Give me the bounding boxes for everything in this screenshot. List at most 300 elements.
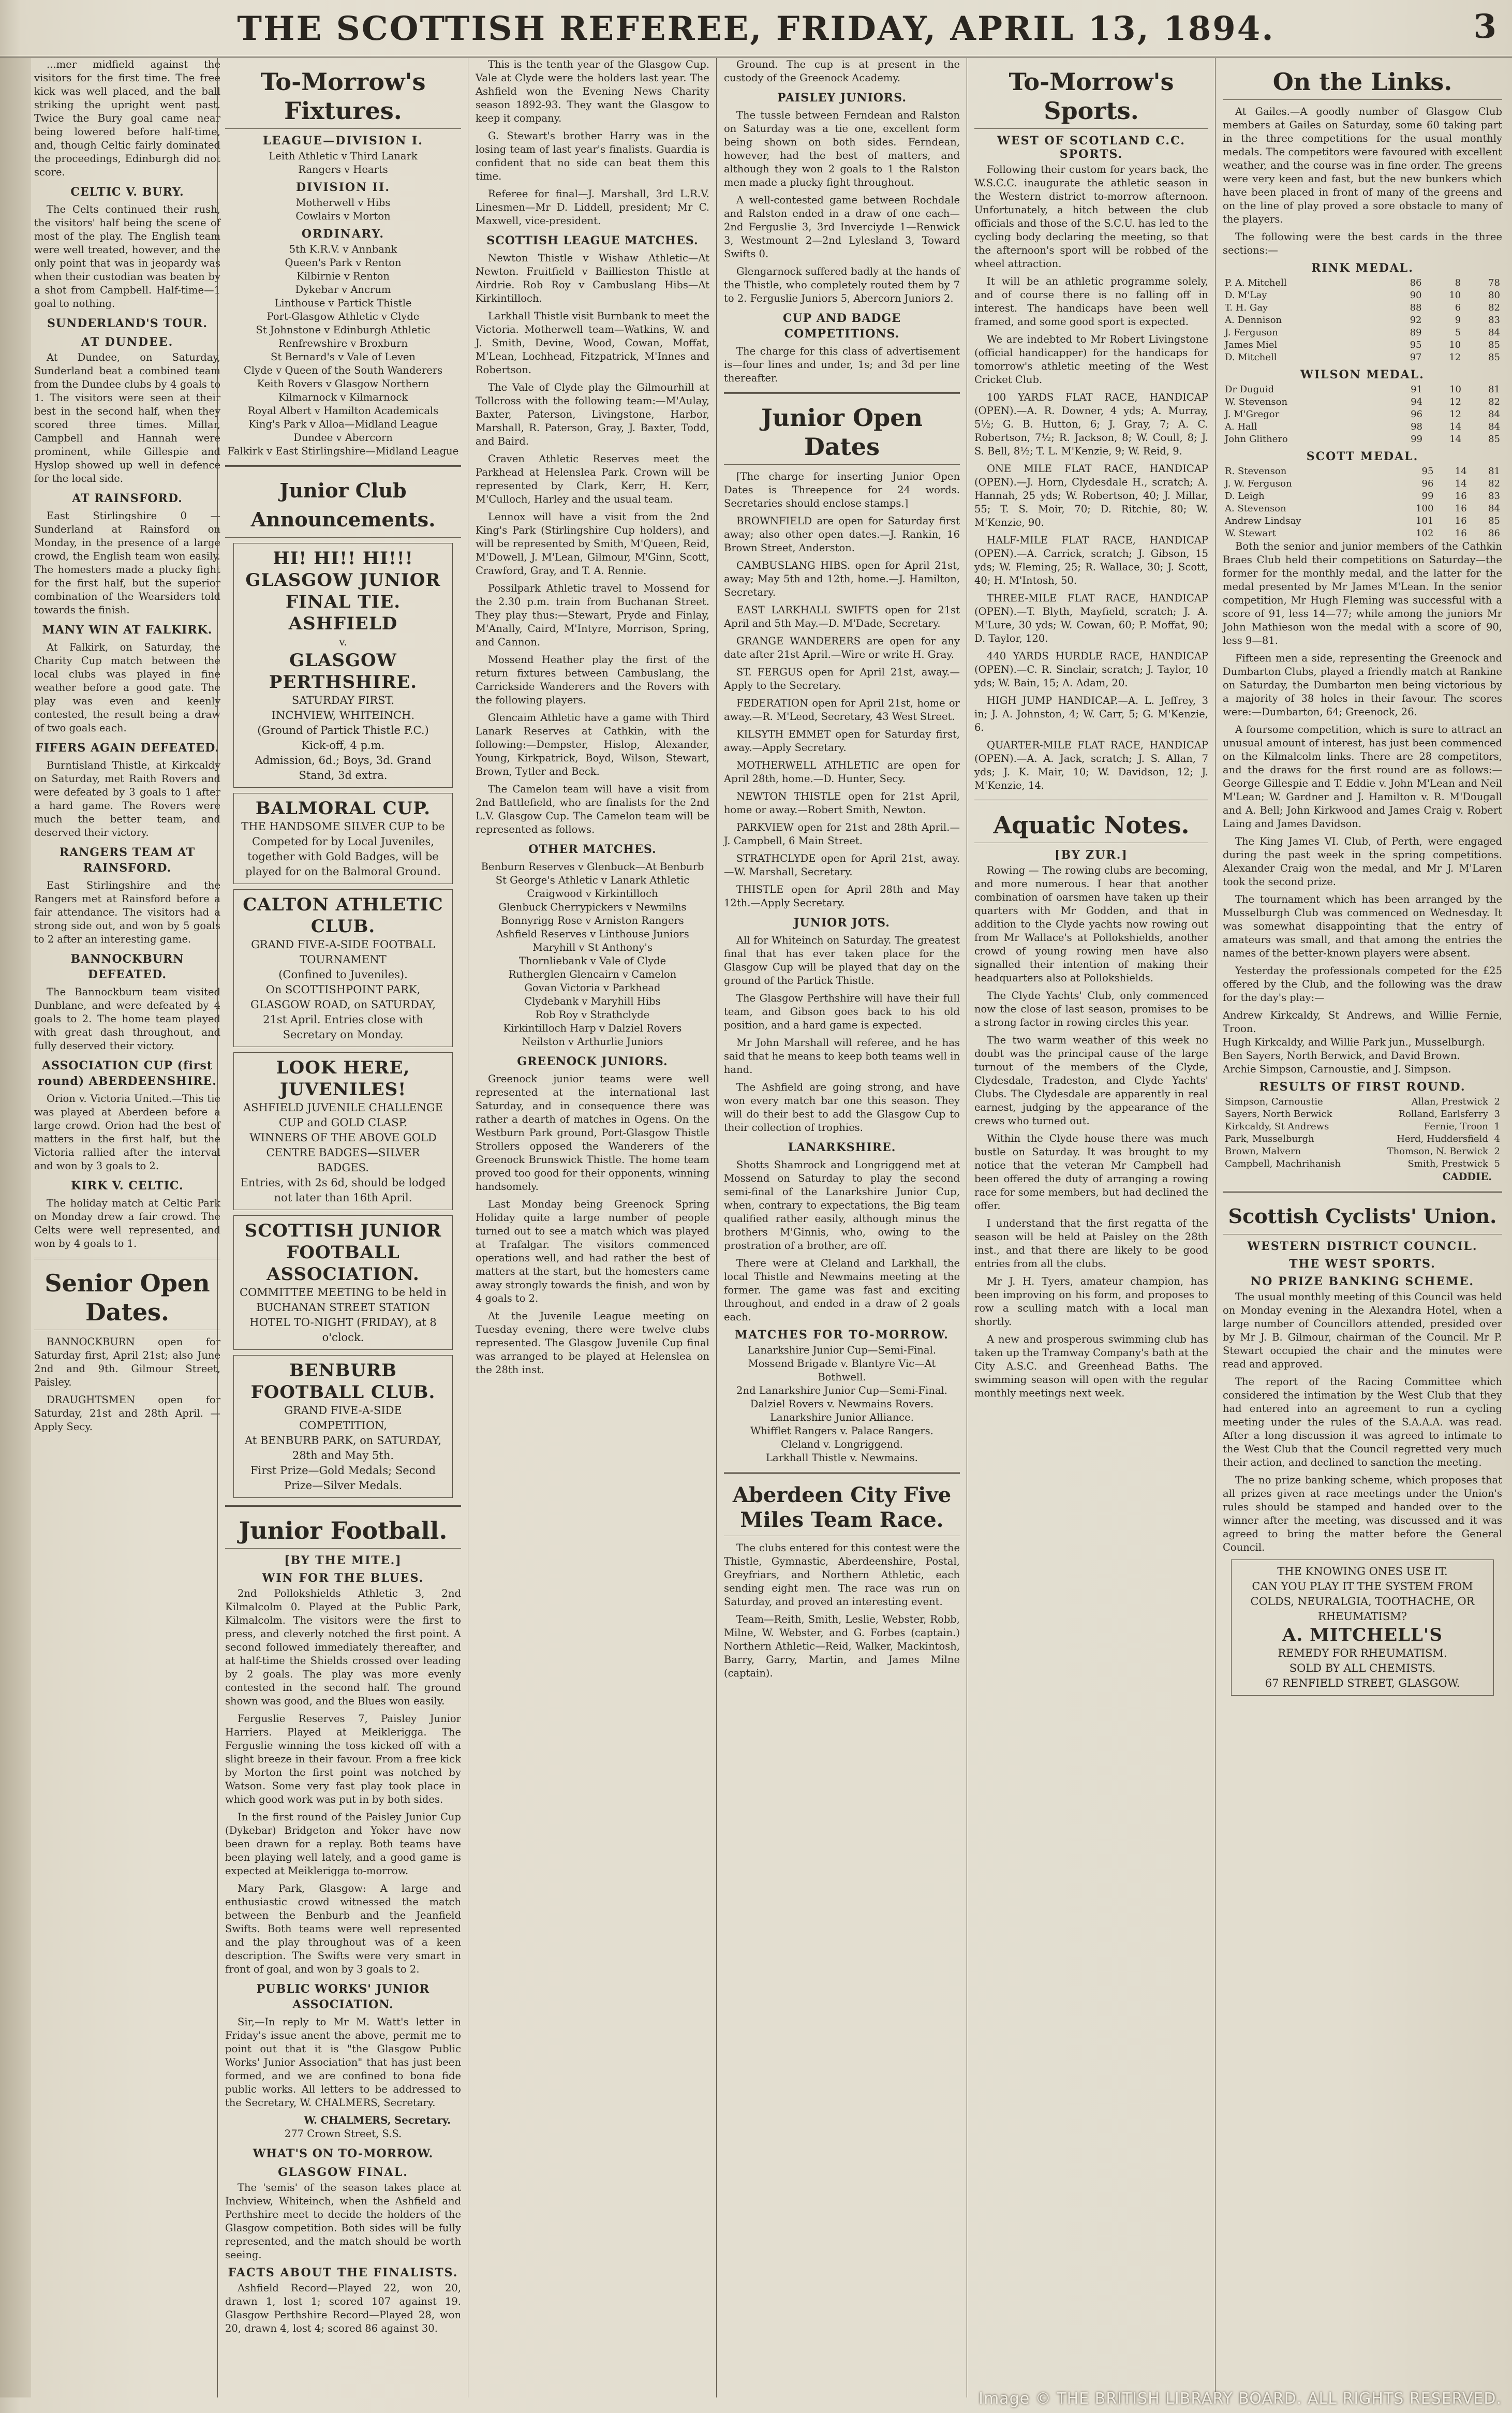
- section-heading: LANARKSHIRE.: [788, 1141, 896, 1154]
- table-cell: 12: [1449, 352, 1461, 363]
- advert-headline: BALMORAL CUP.: [255, 798, 431, 819]
- table-row: [1223, 302, 1502, 314]
- article-text: Glencaim Athletic have a game with Third Lanark Reserves at Cathkin, with the following:—Dempster, Hislop, Alexander, Young, Kirkpatrick, Boyd, Wilson, Stewart, Brown, Tytler and Beck.: [476, 712, 709, 777]
- article-text: Ground. The cup is at present in the custody of the Greenock Academy.: [724, 58, 960, 84]
- table-cell: 2: [1494, 1146, 1500, 1157]
- results-table: [1223, 1096, 1502, 1170]
- table-row: [1223, 327, 1502, 339]
- table-row: [1223, 1133, 1502, 1145]
- article-text: The usual monthly meeting of this Council was held on Monday evening in the Alexandra Hotel, when a large number of Councillors attended, presided over by Mr J. B. Gilmour, chairman of the Council. Mr P. Stewart occupied the chair and the minutes were read and approved.: [1223, 1291, 1502, 1370]
- table-cell: 82: [1488, 396, 1500, 407]
- article-text: This is the tenth year of the Glasgow Cup. Vale at Clyde were the holders last year. The Ashfield won the Evening News Charity season 1892-93. They want the Glasgow to keep it company.: [476, 58, 709, 124]
- advert-line: On SCOTTISHPOINT PARK, GLASGOW ROAD, on SATURDAY, 21st April. Entries close with Secretary on Monday.: [250, 983, 436, 1041]
- table-cell: 85: [1488, 434, 1500, 445]
- article-text: It will be an athletic programme solely, and of course there is no falling off in interest. The handicaps have been well framed, and some good sport is expected.: [974, 275, 1208, 328]
- article-text: Last Monday being Greenock Spring Holiday quite a large number of people turned out to see a match which was played at Trafalgar. The visitors commenced operations well, and had rather the best of matters at the start, but the homesters came away strongly towards the finish, and won by 4 goals to 2.: [476, 1198, 709, 1304]
- table-cell: D. Mitchell: [1225, 352, 1277, 363]
- table-cell: Smith, Prestwick: [1407, 1158, 1488, 1169]
- table-cell: 95: [1421, 466, 1434, 477]
- table-cell: 85: [1488, 340, 1500, 350]
- table-cell: T. H. Gay: [1225, 302, 1268, 313]
- article-text: Ferguslie Reserves 7, Paisley Junior Harriers. Played at Meiklerigga. The Ferguslie winning the toss kicked off with a slight breeze in their favour. From a free kick by Morton the first point was notched by Watson. Some very fast play took place in which good work was put in by both sides.: [225, 1713, 461, 1805]
- letter-text: Sir,—In reply to Mr M. Watt's letter in Friday's issue anent the above, permit me to point out that it is "the Glasgow Public Works' Junior Association" that has just been formed, and we are confined to bona fide public works. All letters to be addressed to the Secretary, W. CHALMERS, Secretary.: [225, 2016, 461, 2109]
- advert-line: SOLD BY ALL CHEMISTS.: [1289, 1662, 1436, 1674]
- table-row: [1223, 433, 1502, 446]
- fixture-item: Kirkintilloch Harp v Dalziel Rovers: [503, 1022, 682, 1034]
- table-cell: 81: [1488, 466, 1500, 477]
- table-row: [1223, 515, 1502, 527]
- article-text: At Gailes.—A goodly number of Glasgow Club members at Gailes on Saturday, some 60 taking part in the three competitions for the usual monthly medals. The competitors were favoured with excellent weather, and the course was in fine order. The greens were very keen and fast, but the new bunkers which have been placed in front of many of the greens and on the line of play proved a sore obstacle to many of the players.: [1223, 106, 1502, 225]
- advert-line: REMEDY FOR RHEUMATISM.: [1278, 1647, 1447, 1659]
- open-date-entry: EAST LARKHALL SWIFTS open for 21st April and 5th May.—D. M'Dade, Secretary.: [724, 604, 960, 629]
- table-cell: J. W. Ferguson: [1225, 478, 1292, 489]
- section-title: On the Links.: [1223, 67, 1502, 100]
- table-cell: 92: [1410, 315, 1422, 326]
- table-cell: 2: [1494, 1096, 1500, 1107]
- advert-line: ASHFIELD: [288, 613, 398, 634]
- letter-address: 277 Crown Street, S.S.: [284, 2128, 402, 2140]
- subheading: WIN FOR THE BLUES.: [262, 1571, 424, 1585]
- open-date-entry: KILSYTH EMMET open for Saturday first, away.—Apply Secretary.: [724, 728, 960, 754]
- subheading: THE WEST SPORTS.: [1289, 1257, 1436, 1271]
- table-row: [1223, 384, 1502, 396]
- table-cell: 96: [1421, 478, 1434, 489]
- advert-line: GRAND FIVE-A-SIDE COMPETITION,: [284, 1404, 402, 1432]
- article-text: Fifteen men a side, representing the Greenock and Dumbarton Clubs, played a friendly match at Rankine on Saturday, the Dumbarton men being victorious by a majority of 38 holes in their favour. The scores were:—Dumbarton, 64; Greenock, 26.: [1223, 652, 1502, 718]
- fixture-item: Kilmarnock v Kilmarnock: [278, 391, 408, 403]
- subheading: AT DUNDEE.: [81, 335, 174, 349]
- fixture-list-lanarkshire: [724, 1344, 960, 1465]
- table-row: [1223, 1108, 1502, 1121]
- fixture-item: Larkhall Thistle v. Newmains.: [766, 1452, 918, 1464]
- table-cell: Campbell, Machrihanish: [1225, 1158, 1341, 1169]
- fixture-list-other: [476, 860, 709, 1049]
- section-title: Junior Open Dates: [724, 403, 960, 465]
- table-cell: 99: [1411, 434, 1422, 445]
- advert-benburb: [233, 1355, 453, 1498]
- fixture-item: Glenbuck Cherrypickers v Newmilns: [498, 901, 687, 913]
- column-4: [716, 58, 967, 2397]
- open-date-entry: ST. FERGUS open for April 21st, away.—Apply to the Secretary.: [724, 666, 960, 691]
- pairing-item: Ben Sayers, North Berwick, and David Brown.: [1223, 1050, 1460, 1062]
- article-text: Shotts Shamrock and Longriggend met at Mossend on Saturday to play the second semi-final of the Lanarkshire Junior Cup, when, contrary to expectations, the Big team qualified rather easily, although minus the brothers M'Ginnis, who, owing to the prostration of a brother, are off.: [724, 1159, 960, 1252]
- table-cell: 98: [1411, 421, 1422, 432]
- fixture-item: St Johnstone v Edinburgh Athletic: [256, 324, 431, 336]
- section-heading: CELTIC V. BURY.: [70, 185, 184, 199]
- article-text: A foursome competition, which is sure to attract an unusual amount of interest, has just been commenced on the Kilmalcolm links. There are 28 competitors, and the draws for the first round are as follows:—George Gillespie and T. Eddie v. John M'Lean and Neil M'Lean; W. Gardner and J. Hamilton v. R. M'Dougall and A. Bell; John Kirkwood and James Craig v. Robert Laing and James Davidson.: [1223, 724, 1502, 830]
- advert-line: Entries, with 2s 6d, should be lodged not later than 16th April.: [240, 1176, 446, 1204]
- event-handicap-entry: THREE-MILE FLAT RACE, HANDICAP (OPEN).—T. Blyth, Mayfield, scratch; J. A. M'Lure, 30 yds; W. Cowan, 60; P. Moffat, 90; D. Taylor, 120.: [974, 592, 1208, 644]
- article-text: The King James VI. Club, of Perth, were engaged during the past week in the spring competitions. Alexander Craig won the medal, and Mr J. M'Laren took the second prize.: [1223, 835, 1502, 888]
- subheading: DIVISION II.: [295, 181, 391, 194]
- fixture-item: Govan Victoria v Parkhead: [524, 982, 661, 994]
- open-date-entry: CAMBUSLANG HIBS. open for April 21st, away; May 5th and 12th, home.—J. Hamilton, Secretary.: [724, 560, 960, 598]
- table-cell: 16: [1455, 528, 1467, 539]
- table-cell: R. Stevenson: [1225, 466, 1287, 477]
- letter-signature: W. CHALMERS, Secretary.: [304, 2114, 451, 2126]
- event-handicap-entry: 100 YARDS FLAT RACE, HANDICAP (OPEN).—A. R. Downer, 4 yds; A. Murray, 5½; G. B. Hutton, 6; J. Gray, 7; A. C. Robertson, 7½; R. Jackson, 8; W. Coull, 8; J. S. Bell, 8½; T. L. M'Kenzie, 9; W. Reid, 9.: [974, 391, 1208, 457]
- table-row: [1223, 421, 1502, 433]
- section-heading: PUBLIC WORKS' JUNIOR ASSOCIATION.: [256, 1982, 430, 2011]
- pairing-item: Andrew Kirkcaldy, St Andrews, and Willie Fernie, Troon.: [1223, 1009, 1502, 1035]
- table-row: [1223, 277, 1502, 289]
- fixture-item: 5th K.R.V. v Annbank: [289, 243, 397, 255]
- table-cell: Allan, Prestwick: [1411, 1096, 1488, 1107]
- advert-line: SATURDAY FIRST.: [291, 694, 395, 707]
- section-heading: AT RAINSFORD.: [72, 492, 183, 505]
- subheading: MATCHES FOR TO-MORROW.: [735, 1328, 949, 1342]
- column-6: [1215, 58, 1509, 2397]
- table-cell: W. Stevenson: [1225, 396, 1288, 407]
- table-cell: 84: [1488, 421, 1500, 432]
- article-text: The Bannockburn team visited Dunblane, and were defeated by 4 goals to 2. The home team played with great dash throughout, and fully deserved their victory.: [34, 986, 220, 1052]
- event-handicap-entry: QUARTER-MILE FLAT RACE, HANDICAP (OPEN).—A. A. Jack, scratch; J. S. Allan, 7 yds; J. K. Mair, 10; W. Davidson, 12; J. M'Kenzie, 14.: [974, 739, 1208, 791]
- open-date-entry: BANNOCKBURN open for Saturday first, April 21st; also June 2nd and 9th. Gilmour Street, Paisley.: [34, 1336, 220, 1388]
- article-text: Newton Thistle v Wishaw Athletic—At Newton. Fruitfield v Baillieston Thistle at Airdrie. Rob Roy v Cambuslang Hibs—At Kirkintilloch.: [476, 252, 709, 304]
- table-cell: 84: [1488, 503, 1500, 514]
- table-cell: 16: [1455, 503, 1467, 514]
- fixture-item: Lanarkshire Junior Alliance.: [770, 1411, 914, 1423]
- section-heading: JUNIOR JOTS.: [794, 916, 890, 930]
- divider: [34, 1258, 220, 1259]
- section-title: Scottish Cyclists' Union.: [1223, 1202, 1502, 1234]
- section-heading: SCOTTISH LEAGUE MATCHES.: [486, 234, 699, 247]
- table-cell: P. A. Mitchell: [1225, 277, 1287, 288]
- table-cell: 82: [1488, 302, 1500, 313]
- open-date-entry: STRATHCLYDE open for April 21st, away.—W. Marshall, Secretary.: [724, 852, 960, 878]
- advert-line: GLASGOW PERTHSHIRE.: [269, 650, 418, 693]
- table-cell: 81: [1488, 384, 1500, 395]
- article-text: At Dundee, on Saturday, Sunderland beat a combined team from the Dundee clubs by 4 goals to 1. The visitors were seen at their best in the second half, when they scored three times. Millar, Campbell and Hannah were prominent, while Gillespie and Hyslop showed up well in defence for the local side.: [34, 351, 220, 484]
- article-text: The following were the best cards in the three sections:—: [1223, 231, 1502, 256]
- article-text: Larkhall Thistle visit Burnbank to meet the Victoria. Motherwell team—Watkins, W. and J. Smith, Devine, Wood, Cowan, Moffat, M'Lean, Lochhead, Fitzpatrick, M'Innes and Robertson.: [476, 310, 709, 376]
- fixture-item: Falkirk v East Stirlingshire—Midland League: [227, 445, 459, 457]
- table-cell: 5: [1494, 1158, 1500, 1169]
- fixture-item: Leith Athletic v Third Lanark: [269, 150, 418, 162]
- table-row: [1223, 490, 1502, 503]
- article-text: The Glasgow Perthshire will have their full team, and Gibson goes back to his old position, and a hard game is expected.: [724, 992, 960, 1031]
- table-cell: Herd, Huddersfield: [1397, 1134, 1488, 1144]
- article-text: The Ashfield are going strong, and have won every match bar one this season. They will do their best to add the Glasgow Cup to their collection of trophies.: [724, 1081, 960, 1134]
- fixture-item: Cowlairs v Morton: [295, 210, 391, 222]
- advert-headline: THE KNOWING ONES USE IT.: [1277, 1565, 1448, 1578]
- advert-line: THE HANDSOME SILVER CUP to be Competed for by Local Juveniles, together with Gold Badges, will be played for on the Balmoral Ground.: [241, 820, 445, 878]
- table-row: [1223, 289, 1502, 302]
- table-cell: 82: [1488, 478, 1500, 489]
- article-text: The Vale of Clyde play the Gilmourhill at Tollcross with the following team:—M'Aulay, Baxter, Paterson, Livingstone, Harbor, Marshall, R. Paterson, Gray, J. Baxter, Todd, and Baird.: [476, 381, 709, 447]
- fixture-item: Port-Glasgow Athletic v Clyde: [266, 311, 420, 322]
- advert-line: 67 RENFIELD STREET, GLASGOW.: [1265, 1677, 1460, 1689]
- article-text: I understand that the first regatta of the season will be held at Paisley on the 28th inst., and that there are likely to be good entries from all the clubs.: [974, 1217, 1208, 1270]
- article-text: East Stirlingshire and the Rangers met at Rainsford before a fair attendance. The visitors had a strong side out, and won by 5 goals to 2 after an interesting game.: [34, 879, 220, 945]
- table-cell: 86: [1488, 528, 1500, 539]
- section-heading: RANGERS TEAM AT RAINSFORD.: [59, 846, 196, 875]
- article-text: The two warm weather of this week no doubt was the principal cause of the large turnout of the members of the Clyde, Clydesdale, Tradeston, and Clyde Yachts' Clubs. The Clydesdale are apparently in real earnest, judging by the appearance of the crews who turned out.: [974, 1034, 1208, 1127]
- fixture-item: Dykebar v Ancrum: [295, 284, 391, 296]
- article-text: The report of the Racing Committee which considered the intimation by the West Club that they had entered into an agreement to run a cycling meeting under the rules of the S.A.A.A. was read. After a long discussion it was agreed to intimate to the West Club that the Council regretted very much their action, and declined to sanction the meeting.: [1223, 1376, 1502, 1468]
- article-text: The 'semis' of the season takes place at Inchview, Whiteinch, when the Ashfield and Perthshire meet to decide the holders of the Glasgow competition. Both sides will be fully represented, and the match should be worth seeing.: [225, 2182, 461, 2261]
- open-date-entry: FEDERATION open for April 21st, home or away.—R. M'Leod, Secretary, 43 West Street.: [724, 697, 960, 723]
- table-cell: J. M'Gregor: [1225, 409, 1280, 420]
- article-text: East Stirlingshire 0 — Sunderland at Rainsford on Monday, in the presence of a large crowd, the English team won easily. The homesters made a plucky fight for the first half, but the superior combination of the Wearsiders told towards the finish.: [34, 510, 220, 616]
- section-heading: CUP AND BADGE COMPETITIONS.: [782, 312, 901, 341]
- article-text: At the Juvenile League meeting on Tuesday evening, there were twelve clubs represented. The Glasgow Juvenile Cup final was arranged to be played at Helenslea on the 28th inst.: [476, 1310, 709, 1376]
- divider: [724, 392, 960, 394]
- table-cell: Andrew Lindsay: [1225, 516, 1301, 526]
- divider: [225, 1505, 461, 1507]
- advert-glasgow-junior-final: [233, 543, 453, 788]
- table-cell: 89: [1410, 327, 1422, 338]
- score-table-rink: [1223, 277, 1502, 364]
- article-text: Orion v. Victoria United.—This tie was played at Aberdeen before a large crowd. Orion had the best of matters in the first half, but the Victoria rallied after the interval and won by 3 goals to 2.: [34, 1093, 220, 1172]
- advert-line: A. MITCHELL'S: [1282, 1625, 1443, 1645]
- article-text: Mossend Heather play the first of the return fixtures between Cambuslang, the Carrickside Wanderers and the Rovers with the following players.: [476, 654, 709, 706]
- table-cell: 99: [1421, 491, 1434, 502]
- table-cell: 9: [1455, 315, 1461, 326]
- fixture-item: Motherwell v Hibs: [295, 197, 391, 209]
- article-text: The Camelon team will have a visit from 2nd Battlefield, who are finalists for the 2nd L.V. Glasgow Cup. The Camelon team will be represented as follows.: [476, 783, 709, 835]
- article-text: ...mer midfield against the visitors for the first time. The free kick was well placed, and the ball striking the upright went past. Twice the Bury goal came near being lowered before half-time, and, though Celtic fairly dominated the proceedings, Edinburgh did not score.: [34, 58, 220, 178]
- table-cell: 1: [1494, 1121, 1500, 1132]
- column-3: [468, 58, 717, 2397]
- table-row: [1223, 1145, 1502, 1158]
- table-row: [1223, 339, 1502, 351]
- page-number: 3: [1473, 7, 1496, 46]
- table-cell: 78: [1488, 277, 1500, 288]
- advert-sjfa: [233, 1215, 453, 1350]
- table-cell: 12: [1449, 396, 1461, 407]
- table-cell: 96: [1411, 409, 1422, 420]
- article-text: Mr John Marshall will referee, and he has said that he means to keep both teams well in hand.: [724, 1037, 960, 1076]
- section-heading: OTHER MATCHES.: [528, 843, 657, 856]
- fixture-item: Clyde v Queen of the South Wanderers: [243, 364, 443, 376]
- table-cell: 80: [1488, 290, 1500, 301]
- table-cell: 10: [1449, 290, 1461, 301]
- article-text: The tussle between Ferndean and Ralston on Saturday was a tie one, excellent form being shown on both sides. Ferndean, however, had the best of matters, and although they won 2 goals to 1 the Ralston men made a plucky fight throughout.: [724, 109, 960, 188]
- article-text: Glengarnock suffered badly at the hands of the Thistle, who completely routed them by 7 to 2. Ferguslie Juniors 5, Abercorn Juniors 2.: [724, 266, 960, 304]
- article-text: A new and prosperous swimming club has taken up the Tramway Company's bath at the City A.S.C. and Greenhead Baths. The swimming season will open with the regular monthly meetings next week.: [974, 1333, 1208, 1399]
- article-text: The Celts continued their rush, the visitors' half being the scene of most of the play. The English team were well treated, however, and the only point that was in jeopardy was when their custodian was beaten by a shot from Campbell. Half-time—1 goal to nothing.: [34, 203, 220, 310]
- table-cell: D. M'Lay: [1225, 290, 1267, 301]
- byline: [BY ZUR.]: [1055, 848, 1128, 862]
- section-heading: KIRK V. CELTIC.: [71, 1179, 184, 1193]
- table-cell: 88: [1410, 302, 1422, 313]
- article-text: Craven Athletic Reserves meet the Parkhead at Helenslea Park. Crown will be represented by Clark, Kerr, H. Kerr, M'Culloch, Harley and the usual team.: [476, 453, 709, 505]
- article-text: The Clyde Yachts' Club, only commenced now the close of last season, promises to be a strong factor in rowing circles this year.: [974, 990, 1208, 1028]
- article-text: The clubs entered for this contest were the Thistle, Gymnastic, Aberdeenshire, Postal, Greyfriars, and Northern Athletic, each sending eight men. The race was run on Saturday, and proved an interesting event.: [724, 1542, 960, 1608]
- event-handicap-entry: ONE MILE FLAT RACE, HANDICAP (OPEN).—J. Horn, Clydesdale H., scratch; A. Hannah, 25 yds; W. Robertson, 40; J. Millar, 55; T. S. Moir, 70; D. Ritchie, 80; W. M'Kenzie, 90.: [974, 463, 1208, 528]
- byline: [BY THE MITE.]: [284, 1554, 402, 1567]
- divider: [225, 465, 461, 467]
- table-cell: 14: [1455, 478, 1467, 489]
- table-cell: Park, Musselburgh: [1225, 1134, 1314, 1144]
- section-title: To-Morrow's Fixtures.: [225, 67, 461, 129]
- table-cell: Simpson, Carnoustie: [1225, 1096, 1323, 1107]
- article-text: Both the senior and junior members of the Cathkin Braes Club held their competitions on Saturday—the former for the monthly medal, and the latter for the medal presented by Mr James M'Lean. In the senior competition, Mr Hugh Fleming was successful with a score of 91, less 14—77; while among the juniors Mr John Mathieson won the medal with a score of 90, less 9—81.: [1223, 540, 1502, 646]
- fixture-item: Royal Albert v Hamilton Academicals: [247, 405, 439, 417]
- section-heading: BANNOCKBURN DEFEATED.: [70, 952, 184, 981]
- table-row: [1223, 465, 1502, 478]
- table-cell: 95: [1410, 340, 1422, 350]
- table-cell: Thomson, N. Berwick: [1387, 1146, 1488, 1157]
- score-table-wilson: [1223, 384, 1502, 446]
- subheading: SCOTT MEDAL.: [1306, 450, 1419, 463]
- advert-ashfield-juvenile: [233, 1052, 453, 1210]
- advert-headline: CALTON ATHLETIC CLUB.: [243, 894, 443, 937]
- table-row: [1223, 1096, 1502, 1108]
- score-table-scott: [1223, 465, 1502, 540]
- table-cell: 8: [1455, 277, 1461, 288]
- article-text: Yesterday the professionals competed for the £25 offered by the Club, and the following was the draw for the day's play:—: [1223, 965, 1502, 1004]
- section-heading: SUNDERLAND'S TOUR.: [47, 317, 207, 330]
- event-handicap-entry: HIGH JUMP HANDICAP.—A. L. Jeffrey, 3 in; J. A. Johnston, 4; W. Carr, 5; G. M'Kenzie, 6.: [974, 695, 1208, 733]
- article-text: G. Stewart's brother Harry was in the losing team of last year's finalists. Guardia is confident that no side can beat them this time.: [476, 130, 709, 182]
- table-cell: A. Hall: [1225, 421, 1257, 432]
- fixture-item: Benburn Reserves v Glenbuck—At Benburb: [481, 861, 704, 873]
- byline-signature: CADDIE.: [1442, 1171, 1492, 1183]
- advert-line: At BENBURB PARK, on SATURDAY, 28th and May 5th.: [244, 1434, 442, 1462]
- fixture-item: Maryhill v St Anthony's: [532, 941, 653, 953]
- section-title: Senior Open Dates.: [34, 1269, 220, 1330]
- section-heading: PAISLEY JUNIORS.: [777, 91, 907, 105]
- table-cell: 84: [1488, 409, 1500, 420]
- event-handicap-entry: HALF-MILE FLAT RACE, HANDICAP (OPEN).—A. Carrick, scratch; J. Gibson, 15 yds; W. Fleming, 25; R. Wallace, 30; J. Scott, 40; H. M'Intosh, 50.: [974, 534, 1208, 586]
- advert-headline: HI! HI!! HI!!!: [273, 548, 413, 569]
- advert-rheumatism-remedy: [1231, 1559, 1494, 1696]
- table-cell: Dr Duguid: [1225, 384, 1274, 395]
- subheading: LEAGUE—DIVISION I.: [263, 134, 423, 148]
- article-text: Greenock junior teams were well represented at the international last Saturday, and in consequence there was rather a dearth of matches in Ogens. On the Westburn Park ground, Port-Glasgow Thistle Strollers opposed the Wanderers of the Greenock Brunswick Thistle. The home team proved too good for their opponents, winning handsomely.: [476, 1073, 709, 1193]
- advert-line: (Ground of Partick Thistle F.C.): [257, 724, 429, 737]
- advert-line: Kick-off, 4 p.m.: [301, 739, 385, 752]
- table-row: [1223, 503, 1502, 515]
- fixture-item: Renfrewshire v Broxburn: [278, 337, 408, 349]
- table-cell: W. Stewart: [1225, 528, 1276, 539]
- section-heading: FIFERS AGAIN DEFEATED.: [35, 741, 220, 755]
- advert-line: CAN YOU PLAY IT THE SYSTEM FROM COLDS, NEURALGIA, TOOTHACHE, OR RHEUMATISM?: [1250, 1580, 1475, 1623]
- fixture-item: Clydebank v Maryhill Hibs: [524, 995, 661, 1007]
- event-handicaps-list: [974, 391, 1208, 792]
- subheading: WEST OF SCOTLAND C.C. SPORTS.: [997, 134, 1185, 161]
- divider: [1223, 1191, 1502, 1193]
- fixture-item: King's Park v Alloa—Midland League: [248, 418, 438, 430]
- table-cell: 84: [1488, 327, 1500, 338]
- masthead-title: THE SCOTTISH REFEREE, FRIDAY, APRIL 13, 1894.: [237, 9, 1275, 48]
- subheading: WESTERN DISTRICT COUNCIL.: [1247, 1240, 1478, 1253]
- fixture-list-div2: [225, 196, 461, 223]
- copyright-credit: Image © THE BRITISH LIBRARY BOARD. ALL RIGHTS RESERVED.: [979, 2390, 1502, 2408]
- column-1: [10, 58, 228, 2397]
- advert-headline: BENBURB FOOTBALL CLUB.: [250, 1360, 436, 1403]
- open-date-entry: THISTLE open for April 28th and May 12th.—Apply Secretary.: [724, 884, 960, 909]
- article-text: Within the Clyde house there was much bustle on Saturday. It was brought to my notice that the veteran Mr Campbell had been offered the duty of arranging a rowing race for some members, but had declined the offer.: [974, 1132, 1208, 1212]
- article-text: The holiday match at Celtic Park on Monday drew a fair crowd. The Celts were well represented, and won by 4 goals to 1.: [34, 1197, 220, 1249]
- table-cell: 83: [1488, 491, 1500, 502]
- table-cell: James Miel: [1225, 340, 1278, 350]
- advert-calton-athletic: [233, 889, 453, 1047]
- article-text: The tournament which has been arranged by the Musselburgh Club was commenced on Wednesday. It was somewhat disappointing that the entry of amateurs was small, and that among the entries the names of the better-known players were absent.: [1223, 893, 1502, 959]
- table-cell: Brown, Malvern: [1225, 1146, 1301, 1157]
- table-row: [1223, 478, 1502, 490]
- table-cell: D. Leigh: [1225, 491, 1265, 502]
- article-text: The charge for this class of advertisement is—four lines and under, 1s; and 3d per line thereafter.: [724, 345, 960, 384]
- section-title: Aberdeen City Five Miles Team Race.: [724, 1483, 960, 1536]
- table-cell: 14: [1449, 434, 1461, 445]
- article-text: There were at Cleland and Larkhall, the local Thistle and Newmains meeting at the former. The game was fast and exciting throughout, and ended in a draw of 2 goals each.: [724, 1257, 960, 1323]
- table-cell: 5: [1455, 327, 1461, 338]
- column-5: [967, 58, 1215, 2397]
- advert-headline: SCOTTISH JUNIOR FOOTBALL ASSOCIATION.: [244, 1220, 442, 1285]
- article-text: Mary Park, Glasgow: A large and enthusiastic crowd witnessed the match between the Benburb and the Jeanfield Swifts. Both teams were well represented and the play throughout was of a keen description. The Swifts were very smart in front of goal, and won by 3 goals to 2.: [225, 1882, 461, 1975]
- table-cell: 12: [1449, 409, 1461, 420]
- article-text: Ashfield Record—Played 22, won 20, drawn 1, lost 1; scored 107 against 19. Glasgow Perthshire Record—Played 28, won 20, drawn 4, lost 4; scored 86 against 30.: [225, 2282, 461, 2334]
- divider: [974, 800, 1208, 801]
- fixture-item: St George's Athletic v Lanark Athletic: [495, 874, 690, 886]
- section-heading: ASSOCIATION CUP (first round) ABERDEENSHIRE.: [38, 1059, 217, 1088]
- fixture-list-ordinary: [225, 243, 461, 458]
- subheading: GLASGOW FINAL.: [278, 2166, 408, 2179]
- advert-line: INCHVIEW, WHITEINCH.: [271, 709, 415, 722]
- fixture-item: Lanarkshire Junior Cup—Semi-Final.: [747, 1344, 937, 1356]
- subheading: NO PRIZE BANKING SCHEME.: [1250, 1275, 1474, 1288]
- fixture-item: Neilston v Arthurlie Juniors: [522, 1036, 663, 1048]
- table-cell: A. Dennison: [1225, 315, 1282, 326]
- table-cell: 100: [1416, 503, 1434, 514]
- fixture-item: Queen's Park v Renton: [285, 257, 402, 269]
- divider: [724, 1472, 960, 1474]
- article-text: Team—Reith, Smith, Leslie, Webster, Robb, Milne, W. Webster, and G. Forbes (captain.) Northern Athletic—Reid, Walker, Mackintosh, Barry, Garry, Martin, and James Milne (captain).: [724, 1613, 960, 1679]
- subheading: ORDINARY.: [301, 227, 385, 241]
- article-text: The no prize banking scheme, which proposes that all prizes given at race meetings under the Union's rules should be stamped and handed over to the winner after the meeting, was discussed and it was agreed to bring the matter before the General Council.: [1223, 1474, 1502, 1553]
- advert-line: First Prize—Gold Medals; Second Prize—Silver Medals.: [250, 1464, 436, 1492]
- section-title: Junior Club Announcements.: [225, 476, 461, 538]
- fixture-item: Rob Roy v Strathclyde: [535, 1009, 650, 1021]
- section-title: Junior Football.: [225, 1516, 461, 1549]
- article-text: Lennox will have a visit from the 2nd King's Park (Stirlingshire Cup holders), and will be represented by Smith, M'Queen, Reid, M'Dowell, J. M'Lean, Gilmour, M'Ginn, Scott, Crawford, Gray, and T. A. Rennie.: [476, 511, 709, 577]
- table-cell: 10: [1449, 340, 1461, 350]
- advert-line: Admission, 6d.; Boys, 3d. Grand Stand, 3d extra.: [255, 754, 432, 782]
- table-cell: 102: [1416, 528, 1434, 539]
- pairing-item: Hugh Kirkcaldy, and Willie Park jun., Musselburgh.: [1223, 1036, 1485, 1048]
- fixture-item: Thornliebank v Vale of Clyde: [518, 955, 666, 967]
- advert-line: v.: [338, 636, 348, 648]
- table-cell: 16: [1455, 491, 1467, 502]
- table-cell: 90: [1410, 290, 1422, 301]
- subheading: FACTS ABOUT THE FINALISTS.: [228, 2266, 458, 2279]
- article-text: Burntisland Thistle, at Kirkcaldy on Saturday, met Raith Rovers and were defeated by 3 goals to 1 after a hard game. The Rovers were much the better team, and deserved their victory.: [34, 759, 220, 838]
- table-cell: Kirkcaldy, St Andrews: [1225, 1121, 1329, 1132]
- fixture-item: Ashfield Reserves v Linthouse Juniors: [496, 928, 689, 940]
- advert-headline: LOOK HERE, JUVENILES!: [276, 1057, 410, 1100]
- open-date-entry: MOTHERWELL ATHLETIC are open for April 28th, home.—D. Hunter, Secy.: [724, 759, 960, 785]
- article-text: Mr J. H. Tyers, amateur champion, has been improving on his form, and proposes to row a sculling match with a local man shortly.: [974, 1275, 1208, 1328]
- table-row: [1223, 1158, 1502, 1170]
- pairings-list: [1223, 1009, 1502, 1076]
- article-text: We are indebted to Mr Robert Livingstone (official handicapper) for the handicaps for tomorrow's athletic meeting of the West Cricket Club.: [974, 333, 1208, 386]
- open-dates-list: [724, 514, 960, 910]
- table-cell: 10: [1449, 384, 1461, 395]
- article-text: All for Whiteinch on Saturday. The greatest final that has ever taken place for the Glasgow Cup will be played that day on the ground of the Partick Thistle.: [724, 934, 960, 987]
- advert-line: GRAND FIVE-A-SIDE FOOTBALL TOURNAMENT: [251, 938, 435, 966]
- table-cell: 14: [1455, 466, 1467, 477]
- table-row: [1223, 1121, 1502, 1133]
- subheading: RESULTS OF FIRST ROUND.: [1259, 1080, 1466, 1094]
- fixture-item: Rutherglen Glencairn v Camelon: [508, 968, 677, 980]
- pairing-item: Archie Simpson, Carnoustie, and J. Simpson.: [1223, 1063, 1451, 1075]
- table-cell: 101: [1416, 516, 1434, 526]
- table-row: [1223, 527, 1502, 540]
- article-text: Following their custom for years back, the W.S.C.C. inaugurate the athletic season in the Western district to-morrow afternoon. Unfortunately, a hitch between the club officials and those of the S.C.U. has led to the cycling body declaring the meeting, so that the afternoon's sport will be robbed of the wheel attraction.: [974, 164, 1208, 270]
